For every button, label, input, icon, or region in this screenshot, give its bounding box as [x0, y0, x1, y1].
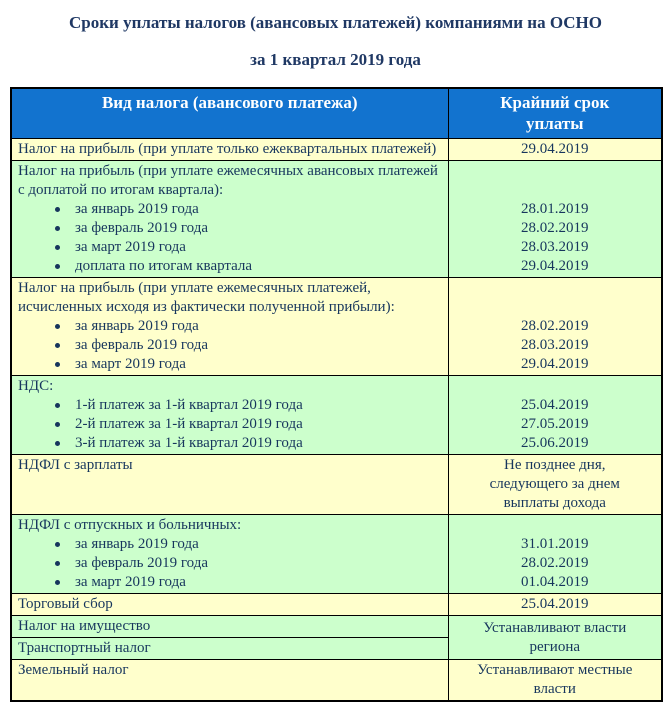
- deadline-date: 29.04.2019: [521, 141, 589, 157]
- deadline-spacer: [455, 377, 656, 396]
- deadline-date: 28.02.2019: [521, 220, 589, 236]
- deadline-date: 29.04.2019: [521, 356, 589, 372]
- table-row: [11, 278, 662, 376]
- table-row: [11, 161, 662, 278]
- table-row: [11, 594, 662, 616]
- deadline-text-line: Устанавливают власти: [483, 619, 627, 636]
- deadline-cell: [448, 161, 662, 278]
- bullet-icon: [55, 226, 60, 231]
- table-header-deadline-line: уплаты: [525, 114, 584, 133]
- deadline-spacer: [455, 279, 656, 317]
- deadline-text-line: Не позднее дня,: [504, 457, 606, 473]
- deadline-date: 28.02.2019: [521, 555, 589, 571]
- deadline-cell: [448, 594, 662, 616]
- tax-list-item: [18, 238, 442, 257]
- tax-name: Торговый сбор: [18, 596, 113, 612]
- bullet-icon: [55, 245, 60, 250]
- bullet-icon: [55, 542, 60, 547]
- tax-name: НДФЛ с отпускных и больничных:: [18, 517, 242, 533]
- deadline-text-line: выплаты дохода: [503, 495, 606, 511]
- tax-list-item-label: за январь 2019 года: [75, 318, 199, 334]
- tax-list-item-label: за март 2019 года: [75, 574, 186, 590]
- tax-name-cell: [11, 161, 448, 278]
- tax-list-item-label: 2-й платеж за 1-й квартал 2019 года: [75, 416, 303, 432]
- bullet-icon: [55, 580, 60, 585]
- deadline-date: 29.04.2019: [521, 258, 589, 274]
- tax-name-cell: [11, 515, 448, 594]
- bullet-icon: [55, 403, 60, 408]
- tax-list-item-label: за февраль 2019 года: [75, 555, 209, 571]
- tax-name-cell: [11, 660, 448, 702]
- deadline-date: 31.01.2019: [521, 536, 589, 552]
- tax-list-item-label: за январь 2019 года: [75, 536, 199, 552]
- deadline-text-line: следующего за днем: [489, 476, 620, 492]
- table-row: [11, 139, 662, 161]
- tax-name-cell: [11, 455, 448, 515]
- page-subtitle: за 1 квартал 2019 года: [250, 50, 421, 69]
- deadline-date: 25.06.2019: [521, 435, 589, 451]
- deadline-text-line: Устанавливают местные: [477, 662, 633, 678]
- deadline-date: 25.04.2019: [521, 596, 589, 612]
- tax-list-item: [18, 396, 442, 415]
- table-row: [11, 376, 662, 455]
- bullet-icon: [55, 561, 60, 566]
- deadline-text-line: региона: [529, 638, 581, 655]
- deadline-text-line: власти: [533, 681, 576, 697]
- tax-list-item: [18, 336, 442, 355]
- deadline-date: 28.03.2019: [521, 239, 589, 255]
- tax-list-item: [18, 355, 442, 374]
- tax-list-item-label: за март 2019 года: [75, 239, 186, 255]
- tax-name-cell: [11, 376, 448, 455]
- tax-name: НДС:: [18, 378, 54, 394]
- tax-list-item: [18, 317, 442, 336]
- bullet-icon: [55, 207, 60, 212]
- tax-period-list: [18, 535, 442, 592]
- bullet-icon: [55, 441, 60, 446]
- table-header-tax-type: Вид налога (авансового платежа): [11, 88, 448, 139]
- tax-list-item-label: доплата по итогам квартала: [75, 258, 253, 274]
- tax-deadlines-table: [10, 87, 663, 702]
- deadline-cell: [448, 515, 662, 594]
- tax-list-item-label: за февраль 2019 года: [75, 220, 209, 236]
- deadline-cell: [448, 139, 662, 161]
- table-header-deadline-line: Крайний срок: [500, 93, 610, 112]
- deadline-date: 01.04.2019: [521, 574, 589, 590]
- tax-name: Земельный налог: [18, 662, 129, 678]
- bullet-icon: [55, 343, 60, 348]
- tax-list-item-label: 3-й платеж за 1-й квартал 2019 года: [75, 435, 303, 451]
- tax-list-item: [18, 554, 442, 573]
- tax-list-item: [18, 219, 442, 238]
- tax-list-item-label: за январь 2019 года: [75, 201, 199, 217]
- deadline-date: 28.01.2019: [521, 201, 589, 217]
- deadline-date: 25.04.2019: [521, 397, 589, 413]
- tax-name: Налог на имущество: [18, 618, 151, 634]
- tax-name-cell: [11, 616, 448, 638]
- tax-name: Налог на прибыль (при уплате только ежеквартальных платежей): [18, 141, 437, 157]
- tax-name-cell: [11, 278, 448, 376]
- tax-name: Налог на прибыль (при уплате ежемесячных авансовых платежей с доплатой по итогам квартала):: [18, 163, 438, 198]
- deadline-spacer: [455, 162, 656, 200]
- tax-list-item: [18, 200, 442, 219]
- tax-name-cell: [11, 594, 448, 616]
- bullet-icon: [55, 264, 60, 269]
- tax-list-item-label: за февраль 2019 года: [75, 337, 209, 353]
- table-row: [11, 660, 662, 702]
- bullet-icon: [55, 324, 60, 329]
- tax-name: НДФЛ с зарплаты: [18, 457, 133, 473]
- bullet-icon: [55, 422, 60, 427]
- tax-list-item: [18, 434, 442, 453]
- deadline-cell: [448, 616, 662, 660]
- tax-period-list: [18, 200, 442, 276]
- deadline-spacer: [455, 516, 656, 535]
- tax-name: Транспортный налог: [18, 640, 151, 656]
- tax-period-list: [18, 396, 442, 453]
- tax-list-item: [18, 535, 442, 554]
- deadline-cell: [448, 376, 662, 455]
- deadline-date: 28.03.2019: [521, 337, 589, 353]
- deadline-date: 28.02.2019: [521, 318, 589, 334]
- page-title: Сроки уплаты налогов (авансовых платежей) компаниями на ОСНО: [69, 13, 602, 32]
- deadline-date: 27.05.2019: [521, 416, 589, 432]
- table-row: [11, 455, 662, 515]
- tax-name-cell: [11, 139, 448, 161]
- deadline-cell: [448, 278, 662, 376]
- bullet-icon: [55, 362, 60, 367]
- table-header-row: [11, 88, 662, 139]
- table-row: [11, 616, 662, 638]
- table-header-deadline: [448, 88, 662, 139]
- deadline-cell: [448, 660, 662, 702]
- tax-period-list: [18, 317, 442, 374]
- tax-list-item-label: за март 2019 года: [75, 356, 186, 372]
- tax-list-item-label: 1-й платеж за 1-й квартал 2019 года: [75, 397, 303, 413]
- tax-name: Налог на прибыль (при уплате ежемесячных платежей, исчисленных исходя из фактически полученной прибыли):: [18, 280, 395, 315]
- deadline-cell: [448, 455, 662, 515]
- tax-list-item: [18, 415, 442, 434]
- table-row: [11, 515, 662, 594]
- tax-name-cell: [11, 638, 448, 660]
- tax-list-item: [18, 573, 442, 592]
- tax-list-item: [18, 257, 442, 276]
